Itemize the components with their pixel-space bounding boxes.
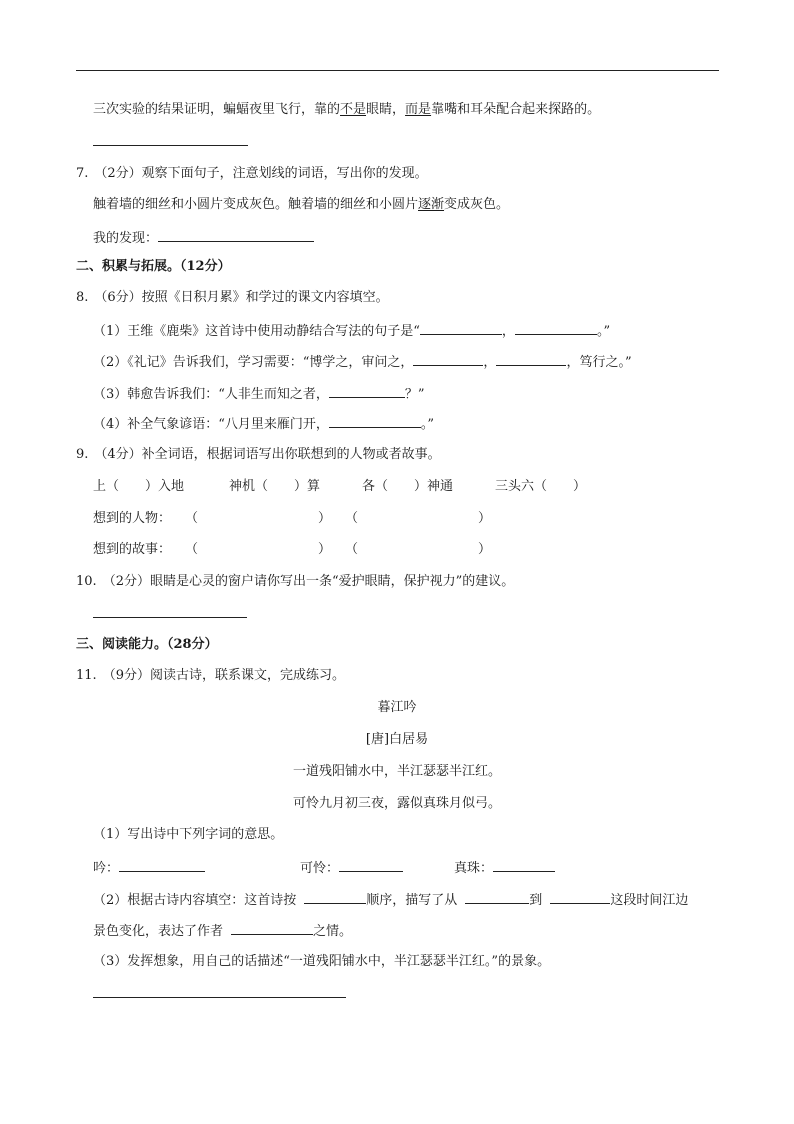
q9-word-3: 各（ ）神通 — [362, 479, 454, 494]
poem-line-1: 一道残阳铺水中，半江瑟瑟半江红。 — [292, 764, 501, 779]
q9-word-4: 三头六（ ） — [495, 479, 587, 494]
q9-story-open-1: （ — [185, 542, 199, 557]
q8-item-1: （1）王维《鹿柴》这首诗中使用动静结合写法的句子是“ ， 。” — [93, 321, 610, 339]
q9-people-close-1: ） — [318, 511, 332, 526]
q8-item-4: （4）补全气象谚语：“八月里来雁门开， 。” — [93, 414, 434, 432]
header-rule — [76, 70, 719, 71]
section-2-heading: 二、积累与拓展。（12分） — [76, 259, 231, 274]
q9-story-open-2: （ — [345, 542, 359, 557]
q9-word-2: 神机（ ）算 — [229, 479, 321, 494]
poem-line-2: 可怜九月初三夜，露似真珠月似弓。 — [292, 796, 501, 811]
q9-people-open-1: （ — [185, 511, 199, 526]
question-11: 11. （9分）阅读古诗，联系课文，完成练习。 — [76, 668, 345, 683]
q9-story-close-2: ） — [478, 542, 492, 557]
q11-part-3: （3）发挥想象，用自己的话描述“一道残阳铺水中，半江瑟瑟半江红。”的景象。 — [93, 954, 551, 969]
question-8: 8. （6分）按照《日积月累》和学过的课文内容填空。 — [76, 290, 389, 305]
q9-people-close-2: ） — [478, 511, 492, 526]
q9-word-1: 上（ ）入地 — [93, 479, 185, 494]
q11-word-yin: 吟： — [93, 858, 205, 876]
poem-title: 暮江吟 — [377, 700, 417, 715]
finding-blank[interactable] — [158, 228, 314, 242]
q10-answer-blank[interactable] — [93, 604, 247, 622]
q9-story-close-1: ） — [318, 542, 332, 557]
question-7: 7. （2分）观察下面句子，注意划线的词语，写出你的发现。 — [76, 166, 428, 181]
q11-part-3-blank[interactable] — [93, 984, 346, 1002]
q9-story-label: 想到的故事： — [93, 542, 172, 557]
q11-part-2: （2）根据古诗内容填空：这首诗按 顺序，描写了从 到 这段时间江边 — [93, 890, 688, 908]
poem-author: [唐]白居易 — [365, 732, 429, 747]
question-9: 9. （4分）补全词语，根据词语写出你联想到的人物或者故事。 — [76, 447, 441, 462]
section-3-heading: 三、阅读能力。（28分） — [76, 637, 218, 652]
question-10: 10. （2分）眼睛是心灵的窗户请你写出一条“爱护眼睛，保护视力”的建议。 — [76, 574, 515, 589]
q7-finding: 我的发现： — [93, 228, 314, 246]
answer-sentence: 三次实验的结果证明，蝙蝠夜里飞行，靠的不是眼睛，而是靠嘴和耳朵配合起来探路的。 — [93, 102, 601, 117]
q11-word-zhenzhu: 真珠： — [454, 858, 555, 876]
q7-sentence: 触着墙的细丝和小圆片变成灰色。触着墙的细丝和小圆片逐渐变成灰色。 — [93, 197, 510, 212]
q11-word-kelian: 可怜： — [300, 858, 403, 876]
q8-item-2: （2）《礼记》告诉我们，学习需要：“博学之，审问之， ， ，笃行之。” — [93, 352, 632, 370]
q9-people-label: 想到的人物： — [93, 511, 172, 526]
q8-item-3: （3）韩愈告诉我们：“人非生而知之者， ？” — [93, 384, 425, 402]
q11-part-1: （1）写出诗中下列字词的意思。 — [93, 827, 284, 842]
q9-people-open-2: （ — [345, 511, 359, 526]
answer-blank-6[interactable] — [93, 132, 248, 150]
q11-part-2-cont: 景色变化，表达了作者 之情。 — [93, 921, 352, 939]
